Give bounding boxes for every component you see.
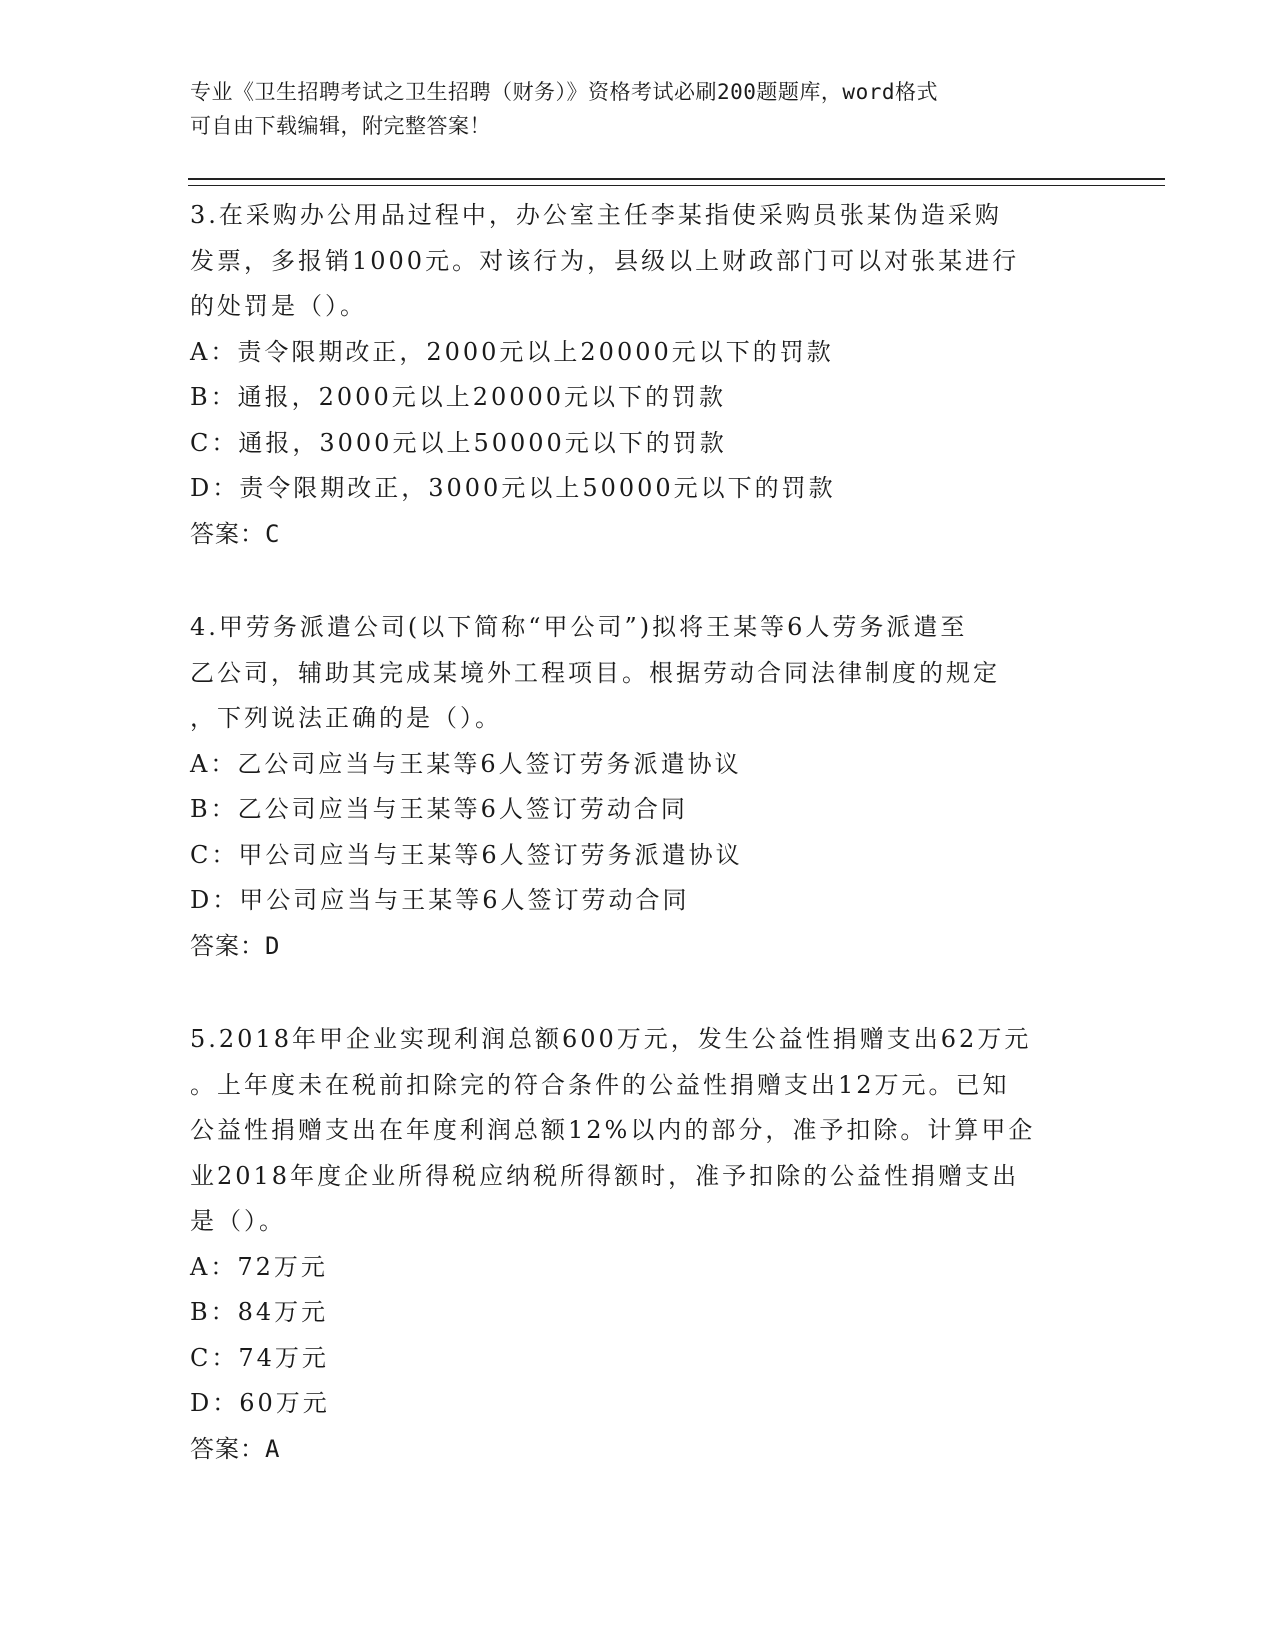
option-a: A：乙公司应当与王某等6人签订劳务派遣协议 [190, 749, 742, 778]
option-b: B：通报，2000元以上20000元以下的罚款 [190, 383, 727, 411]
option-a: A：72万元 [190, 1252, 328, 1281]
header-line-2: 可自由下载编辑，附完整答案！ [190, 114, 491, 138]
question-stem-line: 4.甲劳务派遣公司(以下简称“甲公司”)拟将王某等6人劳务派遣至 [190, 613, 968, 641]
option-b: B：84万元 [190, 1298, 329, 1326]
question-3 [190, 193, 1090, 557]
document-header [190, 75, 1090, 143]
question-stem-line: 业2018年度企业所得税应纳税所得额时，准予扣除的公益性捐赠支出 [190, 1161, 1020, 1190]
option-c: C：甲公司应当与王某等6人签订劳务派遣协议 [190, 840, 743, 869]
header-divider-thin [188, 185, 1165, 186]
question-stem-line: 的处罚是（）。 [190, 292, 367, 320]
header-divider-thick [188, 178, 1165, 180]
option-d: D：60万元 [190, 1389, 330, 1417]
option-d: D：甲公司应当与王某等6人签订劳动合同 [190, 886, 690, 914]
question-stem-line: 发票，多报销1000元。对该行为，县级以上财政部门可以对张某进行 [190, 246, 1020, 275]
question-stem-line: 5.2018年甲企业实现利润总额600万元，发生公益性捐赠支出62万元 [190, 1025, 1032, 1053]
question-stem-line: ，下列说法正确的是（）。 [190, 704, 502, 732]
question-stem-line: 公益性捐赠支出在年度利润总额12%以内的部分，准予扣除。计算甲企 [190, 1116, 1036, 1144]
option-c: C：通报，3000元以上50000元以下的罚款 [190, 428, 727, 457]
question-list [190, 193, 1090, 1520]
answer-label: 答案：C [190, 519, 281, 548]
option-a: A：责令限期改正，2000元以上20000元以下的罚款 [190, 337, 834, 366]
option-c: C：74万元 [190, 1343, 329, 1372]
question-stem-line: 是（）。 [190, 1207, 286, 1235]
option-b: B：乙公司应当与王某等6人签订劳动合同 [190, 795, 688, 823]
answer-label: 答案：D [190, 931, 281, 960]
answer-label: 答案：A [190, 1434, 281, 1463]
question-stem-line: 3.在采购办公用品过程中，办公室主任李某指使采购员张某伪造采购 [190, 201, 1002, 229]
question-stem-line: 乙公司，辅助其完成某境外工程项目。根据劳动合同法律制度的规定 [190, 658, 1000, 687]
question-5 [190, 1017, 1090, 1472]
question-stem-line: 。上年度未在税前扣除完的符合条件的公益性捐赠支出12万元。已知 [190, 1070, 1010, 1099]
option-d: D：责令限期改正，3000元以上50000元以下的罚款 [190, 474, 836, 502]
question-4 [190, 605, 1090, 969]
header-line-1: 专业《卫生招聘考试之卫生招聘（财务）》资格考试必刷200题题库，word格式 [190, 80, 938, 104]
